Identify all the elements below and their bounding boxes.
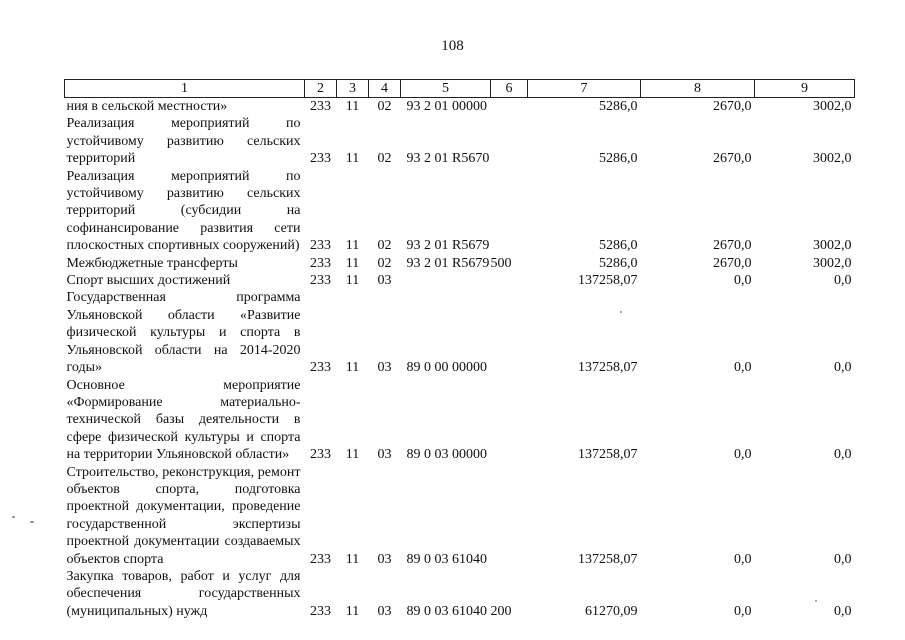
amount-cell: 0,0 xyxy=(834,447,852,463)
code-cell: 233 xyxy=(310,273,331,289)
target-article-cell: 93 2 01 R5670 xyxy=(406,151,490,167)
amount-cell: 2670,0 xyxy=(713,99,752,114)
item-name: Реализация мероприятий по устойчивому развитию сельских территорий xyxy=(66,116,301,167)
subsection-cell: 03 xyxy=(377,551,392,567)
target-article-cell: 89 0 03 61040 xyxy=(406,551,487,567)
item-name: Основное мероприятие «Формирование материально-технической базы деятельности в сфере физической культуры и спорта на территории Ульяновской области» xyxy=(66,377,301,463)
table-row xyxy=(65,272,855,289)
section-cell: 11 xyxy=(345,151,360,167)
amount-cell: 2670,0 xyxy=(713,151,752,167)
expense-type-cell xyxy=(491,168,528,255)
section-cell: 11 xyxy=(345,255,360,271)
amount-cell: 137258,07 xyxy=(578,273,638,289)
budget-table xyxy=(64,79,855,620)
amount-cell: 137258,07 xyxy=(578,360,638,376)
subsection-cell: 03 xyxy=(377,273,392,289)
section-cell: 11 xyxy=(345,360,360,376)
item-name: Строительство, реконструкция, ремонт объектов спорта, подготовка проектной документации, проведение государственной экспертизы проектной документации создаваемых объектов спорта xyxy=(66,464,301,567)
column-header: 3 xyxy=(337,80,369,98)
code-cell: 233 xyxy=(310,151,331,167)
target-article-cell: 93 2 01 R5679 xyxy=(406,238,490,254)
subsection-cell: 02 xyxy=(377,151,392,167)
amount-cell: 0,0 xyxy=(834,360,852,376)
code-cell: 233 xyxy=(310,603,331,619)
amount-cell: 5286,0 xyxy=(599,238,638,254)
section-cell: 11 xyxy=(345,99,360,114)
column-header: 1 xyxy=(65,80,305,98)
target-article-cell: 89 0 00 00000 xyxy=(406,360,487,376)
expense-type-cell xyxy=(491,377,528,464)
code-cell: 233 xyxy=(310,551,331,567)
subsection-cell: 02 xyxy=(377,238,392,254)
column-header: 8 xyxy=(641,80,755,98)
table-row xyxy=(65,289,855,376)
expense-type-cell xyxy=(491,98,528,116)
subsection-cell: 03 xyxy=(377,447,392,463)
table-row xyxy=(65,115,855,167)
subsection-cell: 03 xyxy=(377,360,392,376)
amount-cell: 0,0 xyxy=(834,603,852,619)
subsection-cell: 02 xyxy=(377,99,392,114)
page-number: 108 xyxy=(441,38,464,54)
code-cell: 233 xyxy=(310,238,331,254)
expense-type-cell xyxy=(491,115,528,167)
code-cell: 233 xyxy=(310,360,331,376)
section-cell: 11 xyxy=(345,447,360,463)
code-cell: 233 xyxy=(310,447,331,463)
scan-speck xyxy=(620,311,622,313)
expense-type-cell xyxy=(491,272,528,289)
amount-cell: 0,0 xyxy=(734,447,752,463)
amount-cell: 3002,0 xyxy=(813,238,852,254)
column-header: 6 xyxy=(491,80,528,98)
code-cell: 233 xyxy=(310,255,331,271)
column-header: 4 xyxy=(369,80,401,98)
scan-speck xyxy=(815,600,817,602)
column-header: 9 xyxy=(755,80,855,98)
item-name: Закупка товаров, работ и услуг для обеспечения государственных (муниципальных) нужд xyxy=(66,568,301,619)
table-row xyxy=(65,464,855,568)
amount-cell: 3002,0 xyxy=(813,151,852,167)
section-cell: 11 xyxy=(345,603,360,619)
amount-cell: 61270,09 xyxy=(585,603,638,619)
column-header: 2 xyxy=(305,80,337,98)
amount-cell: 0,0 xyxy=(734,360,752,376)
expense-type-cell xyxy=(491,464,528,568)
item-name: Реализация мероприятий по устойчивому развитию сельских территорий (субсидии на софинансирование развития сети плоскостных спортивных сооружений) xyxy=(66,168,301,254)
amount-cell: 0,0 xyxy=(834,273,852,289)
amount-cell: 2670,0 xyxy=(713,255,752,271)
amount-cell: 0,0 xyxy=(734,603,752,619)
amount-cell: 137258,07 xyxy=(578,551,638,567)
scan-speck xyxy=(12,516,15,518)
table-row xyxy=(65,98,855,116)
expense-type-cell: 200 xyxy=(490,603,512,619)
scan-speck xyxy=(30,521,34,523)
amount-cell: 3002,0 xyxy=(813,99,852,114)
amount-cell: 137258,07 xyxy=(578,447,638,463)
section-cell: 11 xyxy=(345,273,360,289)
item-name: Межбюджетные трансферты xyxy=(66,255,238,271)
section-cell: 11 xyxy=(345,238,360,254)
table-row xyxy=(65,168,855,255)
expense-type-cell: 500 xyxy=(490,255,512,271)
target-article-cell: 93 2 01 00000 xyxy=(406,99,487,114)
table-header-row xyxy=(65,80,855,98)
amount-cell: 0,0 xyxy=(734,273,752,289)
table-row xyxy=(65,568,855,620)
table-body xyxy=(65,98,855,621)
amount-cell: 0,0 xyxy=(734,551,752,567)
target-article-cell: 93 2 01 R5679 xyxy=(406,255,490,271)
column-header: 5 xyxy=(401,80,491,98)
item-name: Государственная программа Ульяновской области «Развитие физической культуры и спорта в Ульяновской области на 2014-2020 годы» xyxy=(66,290,301,376)
amount-cell: 3002,0 xyxy=(813,255,852,271)
target-article-cell: 89 0 03 00000 xyxy=(406,447,487,463)
subsection-cell: 03 xyxy=(377,603,392,619)
amount-cell: 5286,0 xyxy=(599,151,638,167)
amount-cell: 0,0 xyxy=(834,551,852,567)
item-name: Спорт высших достижений xyxy=(66,273,231,289)
section-cell: 11 xyxy=(345,551,360,567)
table-row xyxy=(65,255,855,272)
item-name: ния в сельской местности» xyxy=(66,99,228,114)
target-article-cell: 89 0 03 61040 xyxy=(406,603,487,619)
amount-cell: 5286,0 xyxy=(599,99,638,114)
amount-cell: 2670,0 xyxy=(713,238,752,254)
expense-type-cell xyxy=(491,289,528,376)
subsection-cell: 02 xyxy=(377,255,392,271)
target-article-cell xyxy=(401,272,491,289)
table-row xyxy=(65,377,855,464)
column-header: 7 xyxy=(528,80,641,98)
amount-cell: 5286,0 xyxy=(599,255,638,271)
code-cell: 233 xyxy=(310,99,331,114)
